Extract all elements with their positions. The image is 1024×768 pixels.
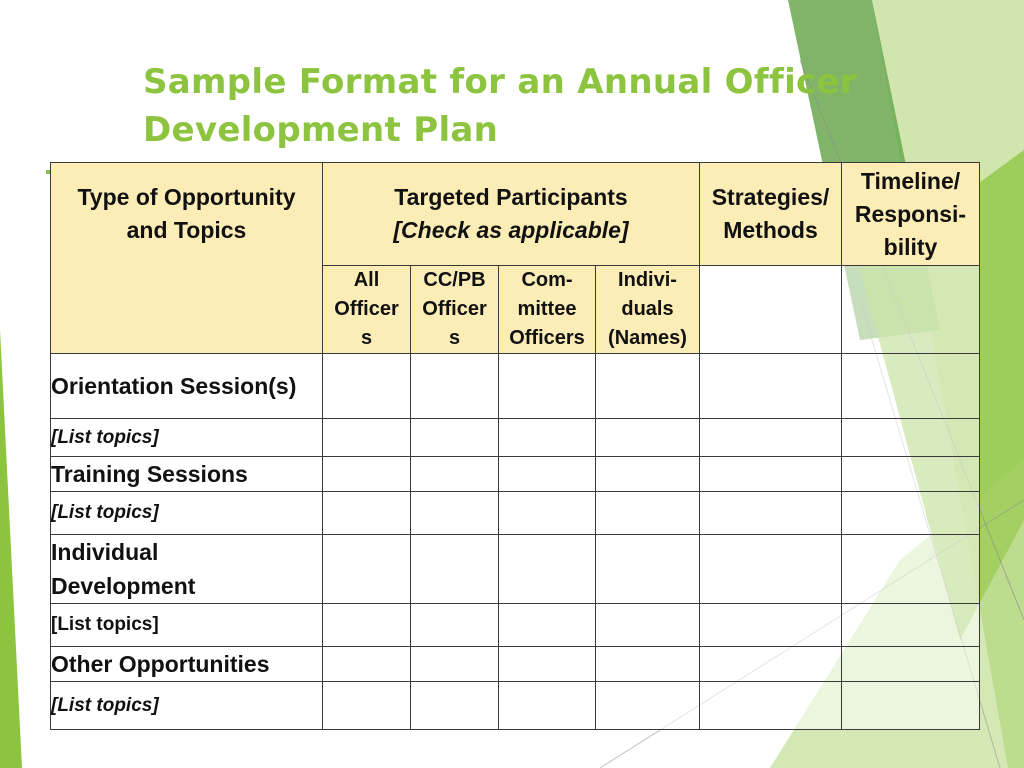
table-cell[interactable] <box>700 419 842 457</box>
subheader-individuals <box>596 266 700 354</box>
table-cell[interactable] <box>700 492 842 535</box>
table-cell[interactable] <box>700 457 842 492</box>
table-cell[interactable] <box>411 535 499 604</box>
subheader-ccpb-line-3: s <box>448 327 461 349</box>
table-cell[interactable] <box>700 647 842 682</box>
subheader-ccpb-officers <box>411 266 499 354</box>
subheader-committee-line-3: Officers <box>509 327 585 349</box>
table-cell[interactable] <box>596 457 700 492</box>
header-timeline-line-3: bility <box>883 233 938 260</box>
table-cell[interactable] <box>411 492 499 535</box>
header-targeted-line-2 <box>323 214 699 247</box>
subheader-ccpb-line-2: Officer <box>422 298 487 320</box>
header-type-of-opportunity <box>51 163 323 354</box>
subheader-ccpb-line-1: CC/PB <box>423 269 486 291</box>
row-label-other-opportunities: Other Opportunities <box>51 647 323 682</box>
table-cell[interactable] <box>842 535 980 604</box>
table-cell[interactable] <box>499 647 596 682</box>
header-strategies-methods <box>700 163 842 266</box>
row-label-orientation: Orientation Session(s) <box>51 354 323 419</box>
title-line-1: Sample Format for an Annual Officer <box>143 62 857 102</box>
row-label-individual-development <box>51 535 323 604</box>
table-row <box>51 492 980 535</box>
table-cell[interactable] <box>499 354 596 419</box>
table-cell[interactable] <box>700 604 842 647</box>
header-timeline-line-1: Timeline/ <box>860 167 961 194</box>
table-cell[interactable] <box>323 419 411 457</box>
table-cell[interactable] <box>700 354 842 419</box>
table-cell[interactable] <box>499 604 596 647</box>
header-type-line-2: and Topics <box>126 217 247 243</box>
table-cell[interactable] <box>700 535 842 604</box>
table-cell[interactable] <box>596 647 700 682</box>
header-row <box>51 163 980 266</box>
table-cell[interactable] <box>499 492 596 535</box>
header-type-line-1: Type of Opportunity <box>77 184 296 210</box>
table-cell[interactable] <box>499 682 596 730</box>
table-cell[interactable] <box>842 419 980 457</box>
subheader-all-officers <box>323 266 411 354</box>
table-cell[interactable] <box>596 682 700 730</box>
table-cell[interactable] <box>499 535 596 604</box>
subheader-individuals-line-2: duals <box>621 298 674 320</box>
title-line-2: Development Plan <box>143 110 499 150</box>
subheader-committee-line-1: Com- <box>521 269 573 291</box>
header-strategies-line-2: Methods <box>723 217 818 243</box>
table-row <box>51 682 980 730</box>
table-cell[interactable] <box>499 419 596 457</box>
subheader-individuals-line-3: (Names) <box>608 327 687 349</box>
table-row <box>51 419 980 457</box>
subheader-timeline-blank <box>842 266 980 354</box>
table-cell[interactable] <box>596 492 700 535</box>
table-cell[interactable] <box>596 419 700 457</box>
table-cell[interactable] <box>499 457 596 492</box>
table-row <box>51 457 980 492</box>
subheader-all-line-3: s <box>360 327 373 349</box>
subheader-individuals-line-1: Indivi- <box>618 269 677 291</box>
subheader-committee-officers <box>499 266 596 354</box>
subheader-committee-line-2: mittee <box>517 298 577 320</box>
row-label-training: Training Sessions <box>51 457 323 492</box>
table-cell[interactable] <box>842 604 980 647</box>
table-cell[interactable] <box>596 535 700 604</box>
row-topics-individual: [List topics] <box>51 604 323 647</box>
table-cell[interactable] <box>323 457 411 492</box>
table-cell[interactable] <box>323 682 411 730</box>
header-timeline-responsibility <box>842 163 980 266</box>
table-cell[interactable] <box>596 604 700 647</box>
header-targeted-note: [Check as applicable] <box>393 217 629 243</box>
table-cell[interactable] <box>596 354 700 419</box>
table-cell[interactable] <box>411 682 499 730</box>
header-timeline-line-2: Responsi- <box>854 200 967 227</box>
development-plan-table <box>50 162 980 730</box>
table-cell[interactable] <box>411 647 499 682</box>
accent-band-left <box>0 330 22 768</box>
table-row <box>51 647 980 682</box>
row-topics-other: [List topics] <box>51 682 323 730</box>
table-cell[interactable] <box>411 457 499 492</box>
table-cell[interactable] <box>323 354 411 419</box>
table-row <box>51 535 980 604</box>
header-targeted-line-1: Targeted Participants <box>394 184 628 210</box>
subheader-all-line-2: Officer <box>334 298 399 320</box>
table-cell[interactable] <box>842 682 980 730</box>
header-strategies-line-1: Strategies/ <box>711 184 830 210</box>
row-label-individual-line-1: Individual <box>51 539 159 565</box>
subheader-all-line-1: All <box>353 269 380 291</box>
table-cell[interactable] <box>700 682 842 730</box>
table-cell[interactable] <box>842 457 980 492</box>
table-cell[interactable] <box>323 535 411 604</box>
header-targeted-participants <box>323 163 700 266</box>
table-row <box>51 354 980 419</box>
table-cell[interactable] <box>842 354 980 419</box>
slide-title <box>143 58 863 154</box>
table-cell[interactable] <box>411 354 499 419</box>
row-topics-orientation: [List topics] <box>51 419 323 457</box>
table-cell[interactable] <box>411 604 499 647</box>
table-cell[interactable] <box>323 604 411 647</box>
row-topics-training: [List topics] <box>51 492 323 535</box>
bullet-marker <box>46 170 50 174</box>
table-row <box>51 604 980 647</box>
table-cell[interactable] <box>411 419 499 457</box>
table-cell[interactable] <box>842 647 980 682</box>
subheader-strategies-blank <box>700 266 842 354</box>
table-cell[interactable] <box>323 492 411 535</box>
row-label-individual-line-2: Development <box>51 573 196 599</box>
table-cell[interactable] <box>323 647 411 682</box>
table-cell[interactable] <box>842 492 980 535</box>
